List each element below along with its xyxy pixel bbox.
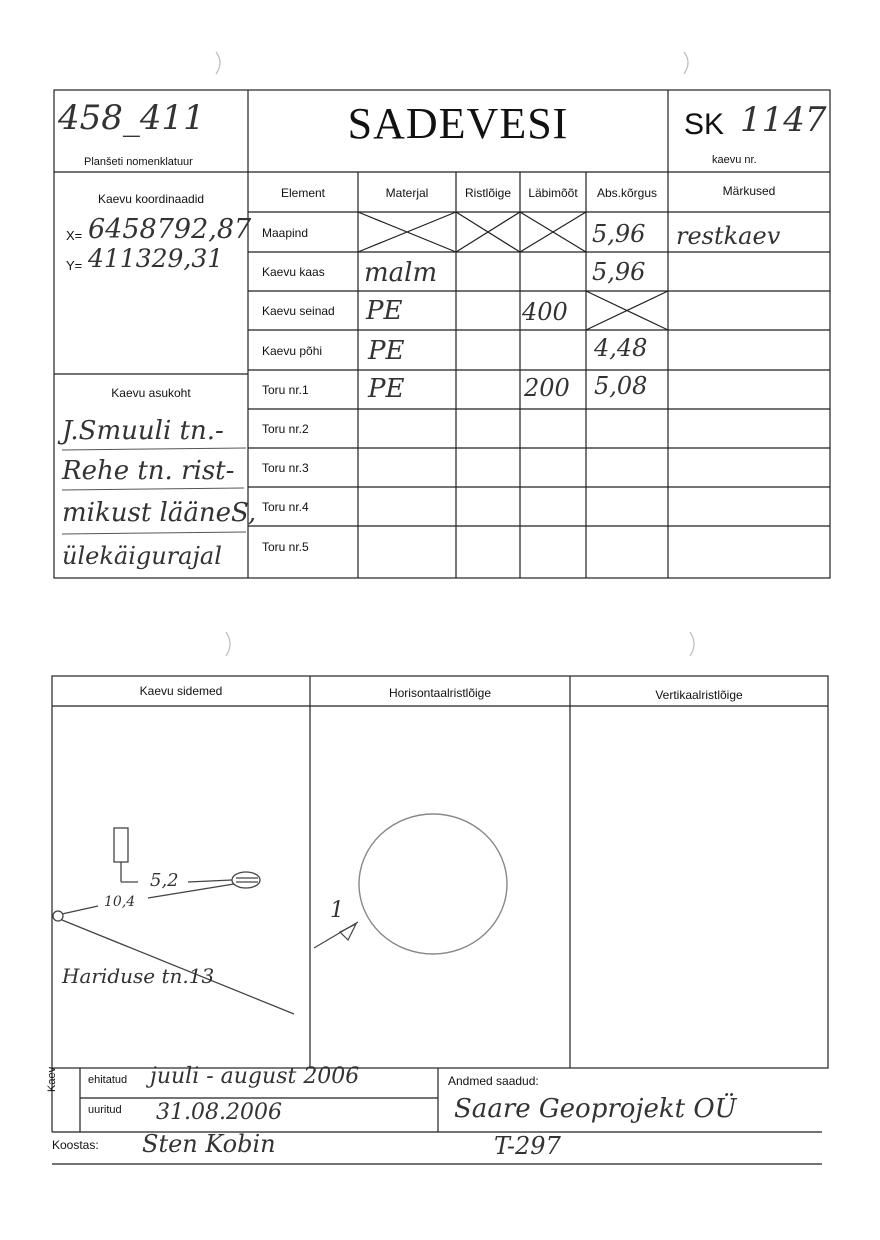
coordinates-label: Kaevu koordinaadid — [97, 192, 205, 206]
cell-labimoot: 400 — [522, 298, 568, 326]
cell-abs: 5,96 — [592, 258, 646, 286]
andmed-value: Saare Geoprojekt OÜ — [454, 1094, 737, 1124]
sketch-distance-long: 10,4 — [104, 894, 136, 910]
uuritud-value: 31.08.2006 — [156, 1100, 282, 1125]
planset-label: Planšeti nomenklatuur — [84, 156, 193, 168]
row-label: Maapind — [262, 226, 309, 240]
row-label: Kaevu kaas — [262, 265, 325, 279]
ehitatud-label: ehitatud — [88, 1074, 128, 1086]
header-labimoot: Läbimõõt — [528, 186, 578, 200]
cell-materjal: PE — [366, 296, 403, 326]
location-line: mikust lääneS, — [62, 498, 257, 528]
cell-abs: 4,48 — [594, 334, 648, 362]
header-ristloige: Ristlõige — [464, 186, 512, 200]
x-prefix: X= — [66, 228, 83, 243]
header-abs-korgus: Abs.kõrgus — [596, 186, 658, 200]
header-materjal: Materjal — [385, 186, 429, 200]
row-label: Toru nr.4 — [262, 500, 309, 514]
kaevu-nr-value: 1147 — [740, 100, 827, 140]
cell-abs: 5,08 — [594, 372, 648, 400]
andmed-label: Andmed saadud: — [448, 1074, 539, 1088]
pipe-arrow — [314, 922, 358, 948]
code-value: T-297 — [494, 1132, 561, 1160]
panel-title-vertikaal: Vertikaalristlõige — [655, 688, 743, 702]
cell-labimoot: 200 — [524, 374, 570, 402]
kaevu-nr-label: kaevu nr. — [712, 154, 757, 166]
y-prefix: Y= — [66, 258, 83, 273]
panel-title-sidemed: Kaevu sidemed — [139, 684, 223, 698]
y-coordinate: 411329,31 — [88, 244, 224, 273]
kaev-label: Kaev — [46, 1066, 58, 1092]
document-title: SADEVESI — [347, 99, 569, 148]
koostas-label: Koostas: — [52, 1138, 99, 1152]
cell-markused: restkaev — [676, 222, 781, 250]
sketch-address: Hariduse tn.13 — [62, 964, 215, 988]
uuritud-label: uuritud — [88, 1104, 122, 1116]
row-label: Toru nr.1 — [262, 383, 309, 397]
location-line: Rehe tn. rist- — [62, 456, 235, 486]
location-line: J.Smuuli tn.- — [62, 416, 224, 446]
planset-value: 458_411 — [58, 98, 205, 138]
sketch-distance-short: 5,2 — [150, 870, 179, 891]
cell-materjal: PE — [368, 374, 405, 404]
cell-materjal: malm — [364, 258, 438, 288]
row-label: Toru nr.3 — [262, 461, 309, 475]
cell-abs: 5,96 — [592, 220, 646, 248]
location-label: Kaevu asukoht — [111, 386, 191, 400]
koostas-value: Sten Kobin — [142, 1130, 276, 1158]
x-coordinate: 6458792,87 — [88, 214, 252, 245]
header-markused: Märkused — [722, 184, 776, 198]
location-line: ülekäigurajal — [62, 542, 222, 570]
row-label: Toru nr.2 — [262, 422, 309, 436]
header-element: Element — [280, 186, 326, 200]
sketch-pipe-number: 1 — [330, 898, 344, 923]
ehitatud-value: juuli - august 2006 — [150, 1064, 360, 1089]
kaevu-nr-prefix: SK — [684, 108, 725, 141]
row-label: Kaevu seinad — [262, 304, 335, 318]
cell-materjal: PE — [368, 336, 405, 366]
panel-title-horisontaal: Horisontaalristlõige — [388, 686, 492, 700]
row-label: Toru nr.5 — [262, 540, 309, 554]
row-label: Kaevu põhi — [262, 344, 323, 358]
horisontaal-sketch — [359, 814, 507, 954]
